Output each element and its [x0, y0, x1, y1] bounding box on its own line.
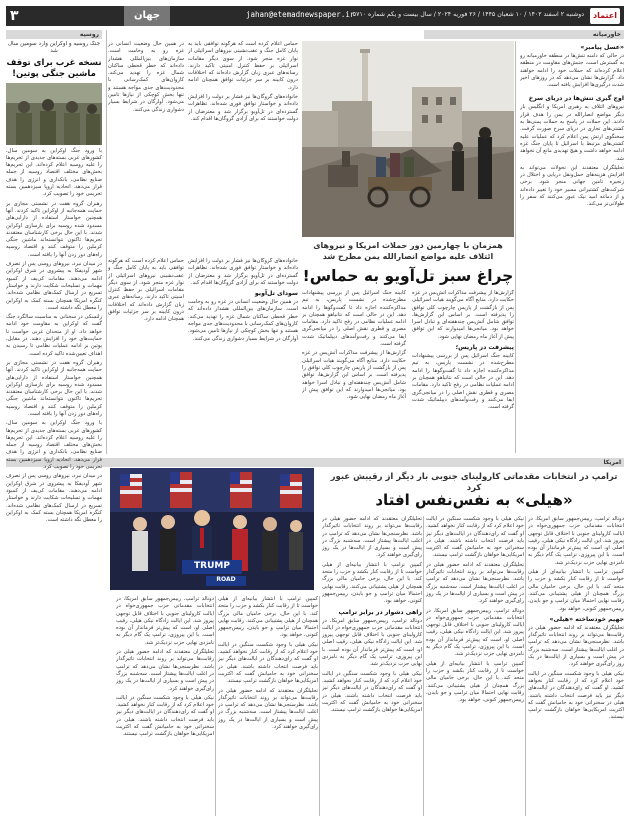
right-paragraph: تحلیلگران معتقدند این تحولات می‌تواند به افزایش هزینه‌های حمل‌ونقل دریایی و اختلال در زنجیره تامین جهانی منجر شود. برخی شرکت‌های کشتیرانی مسیر خود را تغییر داده‌اند و از دماغه امید نیک عبور می‌کنند که سفر را طولانی‌تر می‌کند. [520, 164, 624, 208]
bottom-paragraph: نیکی هیلی با وجود شکست سنگین در ایالت خود اعلام کرد که از رقابت کنار نخواهد کشید. او گفت که رای‌دهندگان در ایالت‌های دیگر نیز باید فرصت انتخاب داشته باشند. هیلی در سخنرانی خود به حامیانش گفت که اکثریت امریکایی‌ها خواهان بازگشت ترامپ نیستند. [218, 641, 318, 685]
center-paragraph: حماس اعلام کرده است که هرگونه توافقی باید به پایان کامل جنگ و عقب‌نشینی نیروهای اسرائیلی از نوار غزه منجر شود. از سوی دیگر مقامات اسرائیلی بر حفظ کنترل امنیتی تاکید دارند. رسانه‌های عبری زبان گزارش داده‌اند که اختلافات درون کابینه بر سر جزئیات توافق همچنان ادامه دارد. [188, 41, 298, 91]
newspaper-logo: اعتماد [590, 8, 620, 24]
bottom-paragraph: تحلیلگران معتقدند که ادامه حضور هیلی در رقابت‌ها می‌تواند بر روند انتخابات تاثیرگذار باشد. نظرسنجی‌ها نشان می‌دهد که ترامپ در اغلب ایالت‌ها پیشتاز است. سه‌شنبه بزرگ در پیش است و بسیاری از ایالت‌ها در یک روز رای‌گیری خواهند کرد. [528, 624, 624, 668]
section-bar-russia: روسیه [6, 30, 102, 39]
left-paragraph: در میدان نبرد، نیروهای روسی پس از تصرف شهر آودیفکا به پیشروی در شرق اوکراین ادامه می‌دهند. مقامات کی‌یف از کمبود مهمات و تسلیحات شکایت دارند و خواستار تسریع در ارسال کمک‌های نظامی شده‌اند. کنگره امریکا همچنان بسته کمک به اوکراین را معطل نگه داشته است. [6, 261, 102, 311]
main-story-col-4 [108, 258, 184, 454]
gaza-street-photo-illustration [302, 41, 514, 237]
main-story-col-2 [302, 290, 406, 454]
bottom-col-3 [322, 516, 422, 816]
page-number: ۳ [10, 8, 19, 24]
main-story-col-1 [412, 290, 514, 454]
main-story-subhead-2: سودای تل‌آویو [254, 290, 298, 298]
right-column [520, 41, 624, 453]
bottom-col-1 [528, 516, 624, 816]
bottom-paragraph: تحلیلگران معتقدند که ادامه حضور هیلی در رقابت‌ها می‌تواند بر روند انتخابات تاثیرگذار باشد. نظرسنجی‌ها نشان می‌دهد که ترامپ در اغلب ایالت‌ها پیشتاز است. سه‌شنبه بزرگ در پیش است و بسیاری از ایالت‌ها در یک روز رای‌گیری خواهند کرد. [426, 561, 524, 605]
column-divider [515, 41, 516, 453]
center-paragraph: در همین حال وضعیت انسانی در غزه رو به وخامت است. سازمان‌های بین‌المللی هشدار داده‌اند که خطر قحطی ساکنان شمال غزه را تهدید می‌کند. کاروان‌های کمک‌رسانی با محدودیت‌های جدی مواجه هستند و تنها بخش کوچکی از نیازها تامین می‌شود. آوارگان در شرایط بسیار دشواری زندگی می‌کنند. [108, 41, 184, 113]
bottom-paragraph: کمپین ترامپ با انتشار بیانیه‌ای از هیلی خواست تا از رقابت کنار بکشد و حزب را متحد کند. با این حال، برخی حامیان مالی بزرگ همچنان از هیلی پشتیبانی می‌کنند. رقابت نهایی احتمالا میان ترامپ و جو بایدن، رییس‌جمهور کنونی، خواهد بود. [426, 660, 524, 704]
main-story-paragraph: حماس اعلام کرده است که هرگونه توافقی باید به پایان کامل جنگ و عقب‌نشینی نیروهای اسرائیلی از نوار غزه منجر شود. از سوی دیگر مقامات اسرائیلی بر حفظ کنترل امنیتی تاکید دارند. رسانه‌های عبری زبان گزارش داده‌اند که اختلافات درون کابینه بر سر جزئیات توافق همچنان ادامه دارد. [108, 258, 184, 323]
soldiers-photo [6, 83, 102, 145]
bottom-col-5 [116, 596, 214, 816]
left-paragraph: در میدان نبرد، نیروهای روسی پس از تصرف شهر آودیفکا به پیشروی در شرق اوکراین ادامه می‌دهند. مقامات کی‌یف از کمبود مهمات و تسلیحات شکایت دارند و خواستار تسریع در ارسال کمک‌های نظامی شده‌اند. کنگره امریکا همچنان بسته کمک به اوکراین را معطل نگه داشته است. [6, 473, 102, 524]
top-center-text-2 [108, 41, 184, 253]
section-name: جهان [124, 6, 170, 26]
bottom-story-kicker: ترامپ در انتخابات مقدماتی کارولینای جنوبی بار دیگر از رقیبش عبور کرد [330, 472, 618, 493]
trump-rally-photo [110, 468, 314, 590]
center-paragraph: خانواده‌های گروگان‌ها نیز فشار بر دولت را افزایش داده‌اند و خواستار توافق فوری شده‌اند. تظاهرات گسترده‌ای در تل‌آویو برگزار شد و معترضان از دولت خواستند که برای آزادی گروگان‌ها اقدام کند. [188, 94, 298, 122]
bottom-paragraph: تحلیلگران معتقدند که ادامه حضور هیلی در رقابت‌ها می‌تواند بر روند انتخابات تاثیرگذار باشد. نظرسنجی‌ها نشان می‌دهد که ترامپ در اغلب ایالت‌ها پیشتاز است. سه‌شنبه بزرگ در پیش است و بسیاری از ایالت‌ها در یک روز رای‌گیری خواهند کرد. [218, 687, 318, 731]
left-paragraph: با ورود جنگ اوکراین به سومین سال، کشورهای غربی بسته‌های جدیدی از تحریم‌ها را علیه روسیه اعلام کرده‌اند. این تحریم‌ها بخش‌های مختلف اقتصاد روسیه از جمله صنایع نظامی، بانکداری و انرژی را هدف قرار می‌دهد. اتحادیه اروپا سیزدهمین بسته تحریمی خود را تصویب کرد. [6, 420, 102, 471]
road-sign-text: ROAD [216, 576, 236, 583]
bottom-paragraph: تحلیلگران معتقدند که ادامه حضور هیلی در رقابت‌ها می‌تواند بر روند انتخابات تاثیرگذار باشد. نظرسنجی‌ها نشان می‌دهد که ترامپ در اغلب ایالت‌ها پیشتاز است. سه‌شنبه بزرگ در پیش است و بسیاری از ایالت‌ها در یک روز رای‌گیری خواهند کرد. [116, 649, 214, 692]
main-story-paragraph: گزارش‌ها از پیشرفت مذاکرات آتش‌بس در غزه حکایت دارد. منابع آگاه می‌گویند هیات اسرائیلی پس از بازگشت از پاریس چارچوب کلی توافق را پذیرفته است. بر اساس این گزارش‌ها، توافق شامل آتش‌بس چندهفته‌ای و تبادل اسرا خواهد بود. میانجی‌ها امیدوارند که این توافق پیش از آغاز ماه رمضان نهایی شود. [302, 350, 406, 401]
column-divider [106, 30, 107, 454]
main-story-subhead-1: پیشرفت در پاریس؛ [455, 344, 514, 352]
top-center-text [188, 41, 298, 253]
bottom-paragraph: دونالد ترامپ، رییس‌جمهور سابق امریکا، در انتخابات مقدماتی حزب جمهوری‌خواه در ایالت کارولینای جنوبی با اختلاف قابل توجهی پیروز شد. این ایالت زادگاه نیکی هیلی، رقیب اصلی او، است که پیش‌تر فرماندار آن بوده است. با این پیروزی، ترامپ یک گام دیگر به نامزدی نهایی حزب نزدیک‌تر شد. [426, 607, 524, 658]
main-story-kicker: همزمان با چهارمین دور حملات امریکا و نیروهای ائتلاف علیه مواضع انصارالله یمن مطرح شد [313, 241, 503, 261]
left-paragraph: رهبران گروه هفت در نشستی مجازی بر حمایت همه‌جانبه از اوکراین تاکید کردند. آنها همچنین خواستار استفاده از دارایی‌های مسدود شده روسیه برای بازسازی اوکراین شدند. با این حال برخی کارشناسان معتقدند تحریم‌ها تاکنون نتوانسته‌اند ماشین جنگی کرملین را متوقف کنند و اقتصاد روسیه راه‌های دور زدن آنها را یافته است. [6, 200, 102, 258]
bottom-paragraph: دونالد ترامپ، رییس‌جمهور سابق امریکا، در انتخابات مقدماتی حزب جمهوری‌خواه در ایالت کارولینای جنوبی با اختلاف قابل توجهی پیروز شد. این ایالت زادگاه نیکی هیلی، رقیب اصلی او، است که پیش‌تر فرماندار آن بوده است. با این پیروزی، ترامپ یک گام دیگر به نامزدی نهایی حزب نزدیک‌تر شد. [116, 596, 214, 646]
date-line: دوشنبه ۲ اسفند ۱۴۰۲ / ۱۰ شعبان ۱۴۴۵ / ۲۶ فوریه ۲۰۲۴ / سال بیست و یکم شماره ۵۷۱۰ [352, 11, 584, 18]
left-column [6, 41, 102, 820]
main-story-headline[interactable]: چراغ سبز تل‌آویو به حماس! [302, 267, 514, 285]
bottom-col-2 [426, 516, 524, 816]
bottom-story-headline[interactable]: «هیلی» به نفس‌نفس افتاد [375, 491, 573, 509]
bottom-paragraph: تحلیلگران معتقدند که ادامه حضور هیلی در رقابت‌ها می‌تواند بر روند انتخابات تاثیرگذار باشد. نظرسنجی‌ها نشان می‌دهد که ترامپ در اغلب ایالت‌ها پیشتاز است. سه‌شنبه بزرگ در پیش است و بسیاری از ایالت‌ها در یک روز رای‌گیری خواهند کرد. [322, 516, 422, 559]
main-story-paragraph: در همین حال وضعیت انسانی در غزه رو به وخامت است. سازمان‌های بین‌المللی هشدار داده‌اند که خطر قحطی ساکنان شمال غزه را تهدید می‌کند. کاروان‌های کمک‌رسانی با محدودیت‌های جدی مواجه هستند و تنها بخش کوچکی از نیازها تامین می‌شود. آوارگان در شرایط بسیار دشواری زندگی می‌کنند. [188, 299, 298, 342]
main-story-paragraph: کابینه جنگ اسرائیل پس از بررسی پیشنهادات مطرح‌شده در نشست پاریس، به تیم مذاکره‌کننده اجازه داد تا گفت‌وگوها را ادامه دهد. این در حالی است که نتانیاهو همچنان بر ادامه عملیات نظامی در رفح تاکید دارد. مقامات مصری و قطری نقش اصلی را در میانجی‌گری ایفا می‌کنند و رفت‌وآمدهای دیپلماتیک شدت گرفته است. [412, 353, 514, 411]
page-header [6, 6, 624, 26]
right-subhead-1: «عسل پیامبر» [580, 44, 624, 51]
bottom-paragraph: کمپین ترامپ با انتشار بیانیه‌ای از هیلی خواست تا از رقابت کنار بکشد و حزب را متحد کند. با این حال، برخی حامیان مالی بزرگ همچنان از هیلی پشتیبانی می‌کنند. رقابت نهایی احتمالا میان ترامپ و جو بایدن، رییس‌جمهور کنونی، خواهد بود. [528, 569, 624, 612]
bottom-paragraph: نیکی هیلی با وجود شکست سنگین در ایالت خود اعلام کرد که از رقابت کنار نخواهد کشید. او گفت که رای‌دهندگان در ایالت‌های دیگر نیز باید فرصت انتخاب داشته باشند. هیلی در سخنرانی خود به حامیانش گفت که اکثریت امریکایی‌ها خواهان بازگشت ترامپ نیستند. [322, 670, 422, 714]
column-divider [319, 596, 320, 816]
soldiers-photo-illustration [6, 83, 102, 145]
bottom-subhead-1: جهیم خودساخته «هیلی» [549, 615, 624, 623]
right-subhead-2: اوج گیری تنش‌ها در دریای سرخ [528, 95, 624, 103]
section-bar-america: امریکا [6, 458, 624, 467]
column-divider [423, 516, 424, 816]
bottom-paragraph: دونالد ترامپ، رییس‌جمهور سابق امریکا، در انتخابات مقدماتی حزب جمهوری‌خواه در ایالت کارولینای جنوبی با اختلاف قابل توجهی پیروز شد. این ایالت زادگاه نیکی هیلی، رقیب اصلی او، است که پیش‌تر فرماندار آن بوده است. با این پیروزی، ترامپ یک گام دیگر به نامزدی نهایی حزب نزدیک‌تر شد. [528, 516, 624, 566]
bottom-subhead-2: راهی دشوار در برابر ترامپ [338, 608, 422, 616]
left-paragraph: زلنسکی در سخنانی به مناسبت سالگرد جنگ گفت که اوکراین به مقاومت خود ادامه خواهد داد. او از متحدان غربی خواست تا حمایت‌های خود را افزایش دهند. در مقابل، پوتین بر ادامه عملیات نظامی تا رسیدن به اهداف تعیین‌شده تاکید کرده است. [6, 314, 102, 357]
main-story-paragraph: گزارش‌ها از پیشرفت مذاکرات آتش‌بس در غزه حکایت دارد. منابع آگاه می‌گویند هیات اسرائیلی پس از بازگشت از پاریس چارچوب کلی توافق را پذیرفته است. بر اساس این گزارش‌ها، توافق شامل آتش‌بس چندهفته‌ای و تبادل اسرا خواهد بود. میانجی‌ها امیدوارند که این توافق پیش از آغاز ماه رمضان نهایی شود. [412, 290, 514, 340]
column-divider [525, 516, 526, 816]
bottom-paragraph: نیکی هیلی با وجود شکست سنگین در ایالت خود اعلام کرد که از رقابت کنار نخواهد کشید. او گفت که رای‌دهندگان در ایالت‌های دیگر نیز باید فرصت انتخاب داشته باشند. هیلی در سخنرانی خود به حامیانش گفت که اکثریت امریکایی‌ها خواهان بازگشت ترامپ نیستند. [426, 516, 524, 559]
main-story-paragraph: خانواده‌های گروگان‌ها نیز فشار بر دولت را افزایش داده‌اند و خواستار توافق فوری شده‌اند. تظاهرات گسترده‌ای در تل‌آویو برگزار شد و معترضان از دولت خواستند که برای آزادی گروگان‌ها اقدام کند. [188, 258, 298, 286]
right-paragraph: در حالی که دامنه تنش‌ها در منطقه خاورمیانه رو به گسترش است، جنبش‌های مقاومت در منطقه اعلام کرده‌اند که حملات خود را ادامه خواهند داد. گزارش‌ها نشان می‌دهد که در روزهای اخیر شدت درگیری‌ها افزایش یافته است. [520, 53, 624, 89]
left-paragraph: رهبران گروه هفت در نشستی مجازی بر حمایت همه‌جانبه از اوکراین تاکید کردند. آنها همچنین خواستار استفاده از دارایی‌های مسدود شده روسیه برای بازسازی اوکراین شدند. با این حال برخی کارشناسان معتقدند تحریم‌ها تاکنون نتوانسته‌اند ماشین جنگی کرملین را متوقف کنند و اقتصاد روسیه راه‌های دور زدن آنها را یافته است. [6, 359, 102, 417]
left-intro: جنگ روسیه و اوکراین وارد سومین سال شد [7, 41, 101, 55]
bottom-paragraph: نیکی هیلی با وجود شکست سنگین در ایالت خود اعلام کرد که از رقابت کنار نخواهد کشید. او گفت که رای‌دهندگان در ایالت‌های دیگر نیز باید فرصت انتخاب داشته باشند. هیلی در سخنرانی خود به حامیانش گفت که اکثریت امریکایی‌ها خواهان بازگشت ترامپ نیستند. [116, 694, 214, 738]
right-paragraph: نیروهای ائتلاف به رهبری امریکا و انگلیس بار دیگر مواضع انصارالله در یمن را هدف قرار دادند. این حملات در پاسخ به حملات یمنی‌ها به کشتی‌های تجاری در دریای سرخ صورت گرفت. سخنگوی ارتش یمن اعلام کرد که عملیات علیه کشتی‌های مرتبط با اسرائیل تا پایان جنگ غزه ادامه خواهد داشت و هیچ تهدیدی مانع آن نخواهد شد. [520, 104, 624, 162]
column-divider [215, 596, 216, 816]
bottom-col-4 [218, 596, 318, 816]
trump-rally-photo-illustration [110, 468, 314, 590]
section-bar-middle-east: خاورمیانه [424, 30, 624, 39]
main-story-col-3 [188, 258, 298, 454]
main-story-paragraph: کابینه جنگ اسرائیل پس از بررسی پیشنهادات مطرح‌شده در نشست پاریس، به تیم مذاکره‌کننده اجازه داد تا گفت‌وگوها را ادامه دهد. این در حالی است که نتانیاهو همچنان بر ادامه عملیات نظامی در رفح تاکید دارد. مقامات مصری و قطری نقش اصلی را در میانجی‌گری ایفا می‌کنند و رفت‌وآمدهای دیپلماتیک شدت گرفته است. [302, 290, 406, 348]
bottom-paragraph: نیکی هیلی با وجود شکست سنگین در ایالت خود اعلام کرد که از رقابت کنار نخواهد کشید. او گفت که رای‌دهندگان در ایالت‌های دیگر نیز باید فرصت انتخاب داشته باشند. هیلی در سخنرانی خود به حامیانش گفت که اکثریت امریکایی‌ها خواهان بازگشت ترامپ نیستند. [528, 670, 624, 721]
bottom-paragraph: دونالد ترامپ، رییس‌جمهور سابق امریکا، در انتخابات مقدماتی حزب جمهوری‌خواه در ایالت کارولینای جنوبی با اختلاف قابل توجهی پیروز شد. این ایالت زادگاه نیکی هیلی، رقیب اصلی او، است که پیش‌تر فرماندار آن بوده است. با این پیروزی، ترامپ یک گام دیگر به نامزدی نهایی حزب نزدیک‌تر شد. [322, 617, 422, 668]
section-email[interactable]: jahan@etemadnewspaper.ir [246, 10, 355, 19]
bottom-paragraph: کمپین ترامپ با انتشار بیانیه‌ای از هیلی خواست تا از رقابت کنار بکشد و حزب را متحد کند. با این حال، برخی حامیان مالی بزرگ همچنان از هیلی پشتیبانی می‌کنند. رقابت نهایی احتمالا میان ترامپ و جو بایدن، رییس‌جمهور کنونی، خواهد بود. [322, 561, 422, 605]
left-headline[interactable]: نسخه غرب برای توقف ماشین جنگی پوتین! [6, 57, 102, 79]
trump-sign-text: TRUMP [194, 561, 230, 571]
left-paragraph: با ورود جنگ اوکراین به سومین سال، کشورهای غربی بسته‌های جدیدی از تحریم‌ها را علیه روسیه اعلام کرده‌اند. این تحریم‌ها بخش‌های مختلف اقتصاد روسیه از جمله صنایع نظامی، بانکداری و انرژی را هدف قرار می‌دهد. اتحادیه اروپا سیزدهمین بسته تحریمی خود را تصویب کرد. [6, 147, 102, 198]
bottom-paragraph: کمپین ترامپ با انتشار بیانیه‌ای از هیلی خواست تا از رقابت کنار بکشد و حزب را متحد کند. با این حال، برخی حامیان مالی بزرگ همچنان از هیلی پشتیبانی می‌کنند. رقابت نهایی احتمالا میان ترامپ و جو بایدن، رییس‌جمهور کنونی، خواهد بود. [218, 596, 318, 639]
main-story-photo [302, 41, 514, 237]
